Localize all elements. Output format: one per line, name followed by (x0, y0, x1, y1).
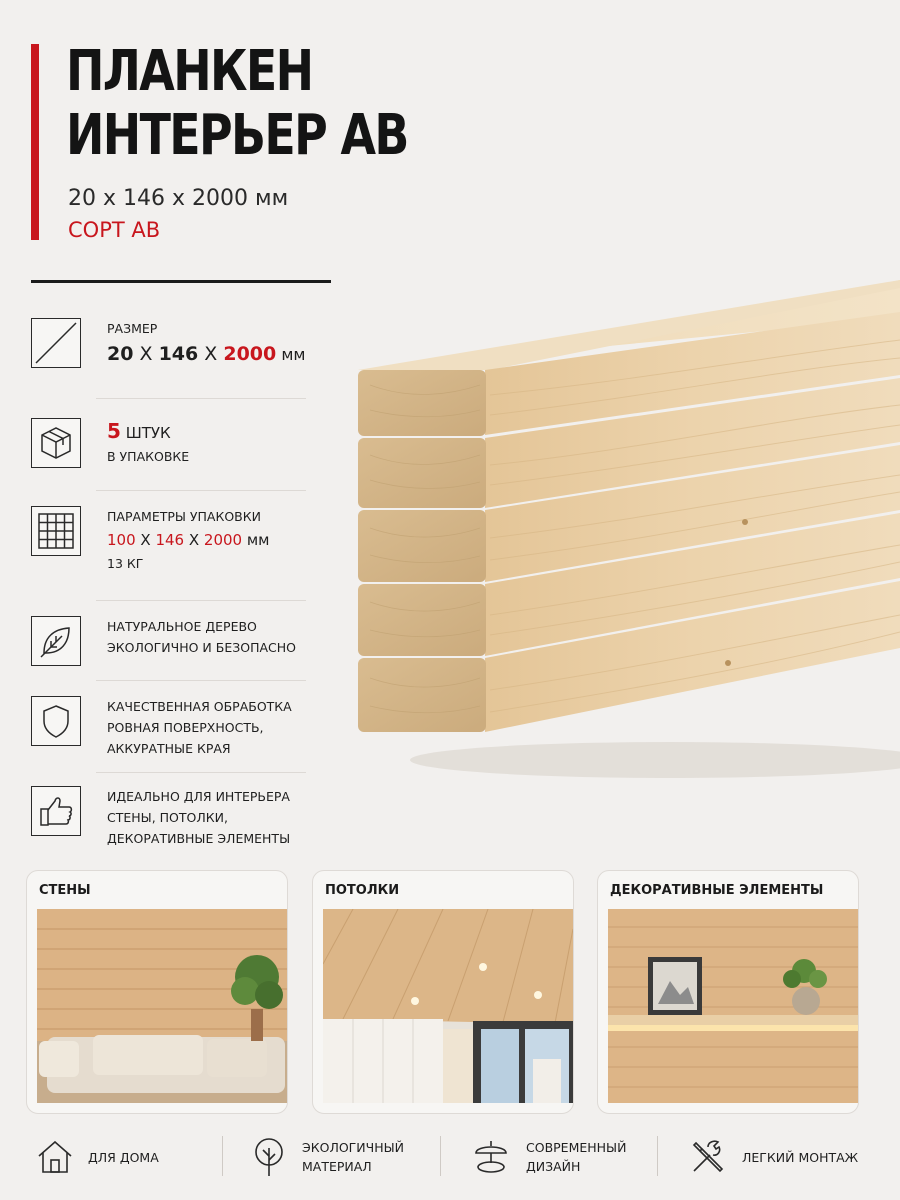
bottom-eco (250, 1132, 404, 1182)
natural-line-2: ЭКОЛОГИЧНО И БЕЗОПАСНО (107, 640, 297, 655)
quality-line-2: РОВНАЯ ПОВЕРХНОСТЬ, (107, 720, 264, 735)
grade-label: СОРТ АВ (68, 218, 161, 242)
shield-icon (31, 696, 81, 746)
pack-count-value: 5 ШТУК (107, 419, 171, 443)
natural-line-1: НАТУРАЛЬНОЕ ДЕРЕВО (107, 619, 257, 634)
bottom-install-label: ЛЕГКИЙ МОНТАЖ (742, 1149, 859, 1165)
tools-icon (688, 1137, 728, 1177)
feature-separator (96, 680, 306, 681)
card-ceilings-label: ПОТОЛКИ (325, 883, 400, 898)
bottom-separator (657, 1136, 658, 1176)
title-line-1: ПЛАНКЕН (66, 39, 313, 104)
card-decor-label: ДЕКОРАТИВНЫЕ ЭЛЕМЕНТЫ (610, 883, 824, 898)
ceilings-image (323, 909, 573, 1103)
header-divider (31, 280, 331, 283)
tree-icon (250, 1136, 288, 1178)
quality-line-3: АККУРАТНЫЕ КРАЯ (107, 741, 231, 756)
thumbs-up-icon (31, 786, 81, 836)
pack-weight: 13 КГ (107, 556, 144, 571)
diagonal-icon (31, 318, 81, 368)
box-icon (31, 418, 81, 468)
bottom-home-label: ДЛЯ ДОМА (88, 1149, 159, 1165)
pack-count-caption: В УПАКОВКЕ (107, 449, 190, 464)
bottom-separator (222, 1136, 223, 1176)
bottom-home (36, 1132, 159, 1182)
lamp-icon (470, 1137, 512, 1177)
card-decor (597, 870, 859, 1114)
card-ceilings (312, 870, 574, 1114)
bottom-modern (470, 1132, 626, 1182)
house-icon (36, 1138, 74, 1176)
feature-separator (96, 490, 306, 491)
accent-bar (31, 44, 39, 240)
bottom-separator (440, 1136, 441, 1176)
size-value: 20 Х 146 Х 2000 мм (107, 343, 306, 365)
walls-image (37, 909, 287, 1103)
planken-stack-image (340, 270, 900, 790)
bottom-modern-label: СОВРЕМЕННЫЙ ДИЗАЙН (526, 1140, 627, 1174)
feature-separator (96, 600, 306, 601)
ideal-line-1: ИДЕАЛЬНО ДЛЯ ИНТЕРЬЕРА (107, 789, 290, 804)
ideal-line-2: СТЕНЫ, ПОТОЛКИ, (107, 810, 228, 825)
quality-line-1: КАЧЕСТВЕННАЯ ОБРАБОТКА (107, 699, 292, 714)
ideal-line-3: ДЕКОРАТИВНЫЕ ЭЛЕМЕНТЫ (107, 831, 291, 846)
dimensions-subtitle: 20 х 146 х 2000 мм (68, 186, 289, 211)
card-walls-label: СТЕНЫ (39, 883, 91, 898)
feature-separator (96, 398, 306, 399)
page-title (66, 40, 408, 168)
size-label: РАЗМЕР (107, 321, 158, 336)
feature-separator (96, 772, 306, 773)
pack-params-label: ПАРАМЕТРЫ УПАКОВКИ (107, 509, 261, 524)
decor-image (608, 909, 858, 1103)
title-line-2: ИНТЕРЬЕР АВ (66, 103, 408, 168)
card-walls (26, 870, 288, 1114)
pack-params-value: 100 Х 146 Х 2000 мм (107, 531, 270, 549)
leaf-icon (31, 616, 81, 666)
pallet-grid-icon (31, 506, 81, 556)
bottom-eco-label: ЭКОЛОГИЧНЫЙ МАТЕРИАЛ (302, 1140, 405, 1174)
bottom-install (688, 1132, 858, 1182)
